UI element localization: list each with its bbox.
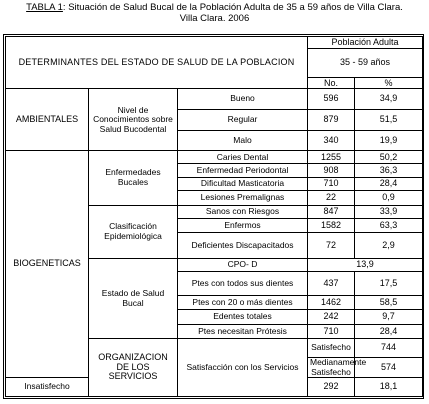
row-no: 1582 xyxy=(308,218,355,232)
row-pct: 34,9 xyxy=(355,89,423,110)
row-pct: 33,9 xyxy=(355,205,423,218)
row-pct: 51,5 xyxy=(355,110,423,131)
header-age-range: 35 - 59 años xyxy=(308,49,423,78)
header-determinantes: DETERMINANTES DEL ESTADO DE SALUD DE LA POBLACION xyxy=(6,37,308,89)
row-pct: 28,4 xyxy=(355,324,423,338)
row-label: Enfermedad Periodontal xyxy=(178,164,308,177)
row-no: 22 xyxy=(308,191,355,205)
row-label: Ptes con todos sus dientes xyxy=(178,272,308,296)
row-no: 574 xyxy=(355,357,423,378)
row-value: 13,9 xyxy=(308,259,423,272)
row-no: 710 xyxy=(308,177,355,190)
row-label: Medianamente Satisfecho xyxy=(308,357,355,378)
row-label: Deficientes Discapacitados xyxy=(178,233,308,259)
row-label: Enfermos xyxy=(178,218,308,232)
row-label: Lesiones Premalignas xyxy=(178,191,308,205)
row-label: Bueno xyxy=(178,89,308,110)
row-pct: 18,1 xyxy=(355,378,423,397)
row-no: 340 xyxy=(308,130,355,151)
group-biogeneticas: BIOGENETICAS xyxy=(6,151,89,378)
row-no: 879 xyxy=(308,110,355,131)
row-label: Ptes necesitan Prótesis xyxy=(178,324,308,338)
row-pct: 28,4 xyxy=(355,177,423,190)
row-pct: 50,2 xyxy=(355,151,423,164)
subgroup-estado: Estado de Salud Bucal xyxy=(89,259,178,339)
row-no: 908 xyxy=(308,164,355,177)
health-table xyxy=(5,36,423,397)
row-no: 744 xyxy=(355,339,423,358)
row-no: 72 xyxy=(308,233,355,259)
row-no: 1462 xyxy=(308,296,355,310)
row-label: Satisfecho xyxy=(308,339,355,358)
row-pct: 63,3 xyxy=(355,218,423,232)
row-pct: 17,5 xyxy=(355,272,423,296)
row-label: Edentes totales xyxy=(178,310,308,324)
group-ambientales: AMBIENTALES xyxy=(6,89,89,151)
row-label: Malo xyxy=(178,130,308,151)
row-no: 292 xyxy=(308,378,355,397)
row-pct: 36,3 xyxy=(355,164,423,177)
row-label: Caries Dental xyxy=(178,151,308,164)
row-label: Sanos con Riesgos xyxy=(178,205,308,218)
row-label: Dificultad Masticatoria xyxy=(178,177,308,190)
row-label: Ptes con 20 o más dientes xyxy=(178,296,308,310)
row-no: 596 xyxy=(308,89,355,110)
header-poblacion: Población Adulta xyxy=(308,37,423,49)
caption-title-line2: Villa Clara. 2006 xyxy=(179,13,250,24)
subgroup-conocimientos: Nivel de Conocimientos sobre Salud Bucodental xyxy=(89,89,178,151)
row-label: Insatisfecho xyxy=(6,378,89,397)
header-col-pct: % xyxy=(355,78,423,89)
table-caption xyxy=(0,2,429,24)
row-pct: 9,7 xyxy=(355,310,423,324)
row-label: CPO- D xyxy=(178,259,308,272)
row-no: 710 xyxy=(308,324,355,338)
row-no: 242 xyxy=(308,310,355,324)
row-no: 1255 xyxy=(308,151,355,164)
row-no: 847 xyxy=(308,205,355,218)
caption-title-line1: : Situación de Salud Bucal de la Población Adulta de 35 a 59 años de Villa Clara. xyxy=(62,2,403,13)
caption-label: TABLA 1 xyxy=(26,2,63,13)
subgroup-clasificacion: Clasificación Epidemiológica xyxy=(89,205,178,258)
group-organizacion: ORGANIZACION DE LOS SERVICIOS xyxy=(89,339,178,397)
header-col-no: No. xyxy=(308,78,355,89)
row-pct: 58,5 xyxy=(355,296,423,310)
row-label: Regular xyxy=(178,110,308,131)
row-pct: 0,9 xyxy=(355,191,423,205)
row-no: 437 xyxy=(308,272,355,296)
row-pct: 2,9 xyxy=(355,233,423,259)
subgroup-satisfaccion: Satisfacción con los Servicios xyxy=(178,339,308,397)
row-pct: 19,9 xyxy=(355,130,423,151)
subgroup-enfermedades: Enfermedades Bucales xyxy=(89,151,178,205)
